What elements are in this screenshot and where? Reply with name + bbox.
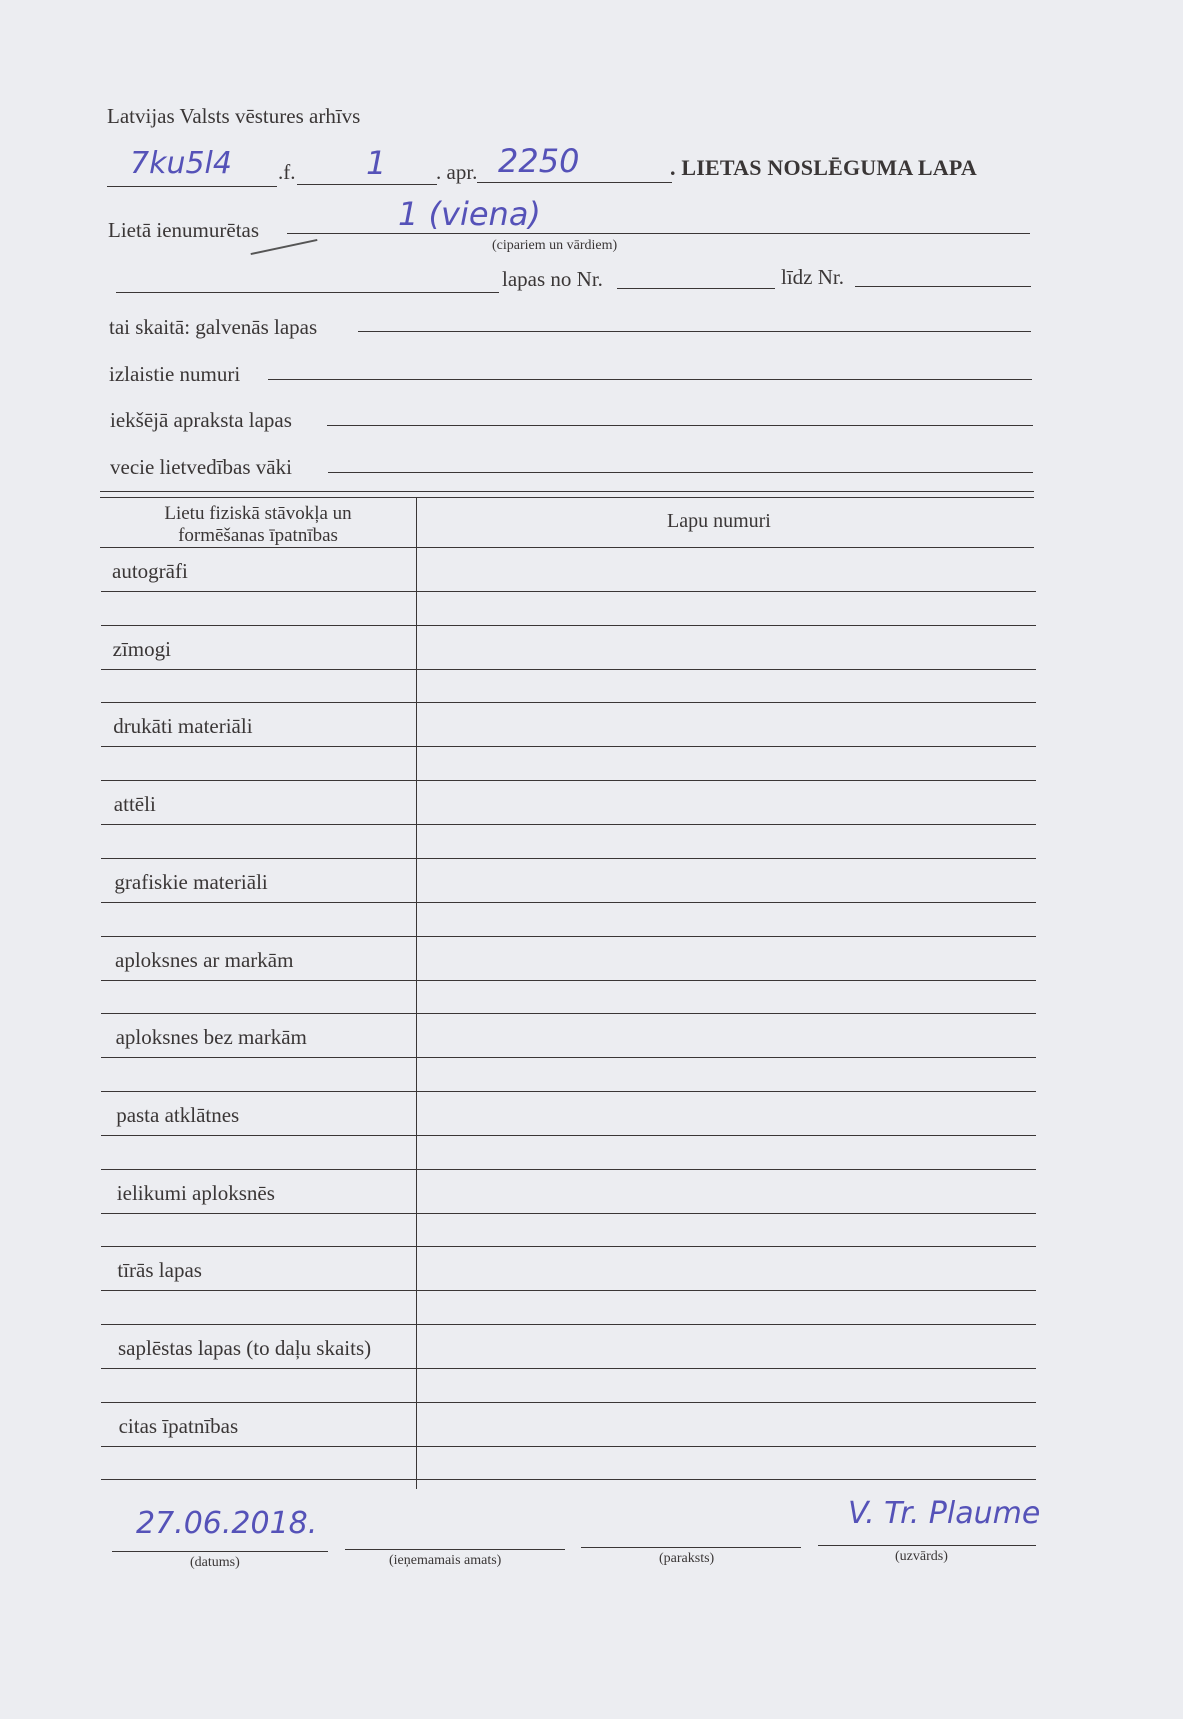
table-row-divider — [101, 1057, 1036, 1058]
signature-label: (paraksts) — [659, 1551, 715, 1566]
apr-handwritten: 2250 — [498, 142, 580, 180]
pen-stroke — [251, 239, 318, 255]
table-header-col2: Lapu numuri — [667, 510, 771, 532]
table-row-label: aploksnes ar markām — [115, 947, 294, 972]
table-header-col1 — [100, 503, 416, 547]
table-row-border — [101, 1013, 1036, 1014]
table-row-divider — [101, 902, 1036, 903]
table-column-divider — [416, 497, 417, 1489]
table-row-border — [101, 1479, 1036, 1480]
table-row-label: drukāti materiāli — [113, 714, 253, 739]
signature-line — [581, 1547, 801, 1548]
f-label: .f. — [278, 160, 296, 184]
date-label: (datums) — [190, 1555, 240, 1570]
numbered-handwritten: 1 (viena) — [398, 195, 541, 233]
table-row-border — [101, 936, 1036, 937]
table-row-divider — [101, 591, 1036, 592]
table-row-label: autogrāfi — [112, 559, 188, 583]
table-row-label: citas īpatnības — [118, 1413, 239, 1438]
table-row-border — [101, 625, 1036, 626]
table-row-border — [101, 1169, 1036, 1170]
fond-handwritten: 7ku5l4 — [130, 146, 232, 181]
position-label: (ieņemamais amats) — [389, 1553, 502, 1568]
numbered-label: Lietā ienumurētas — [108, 218, 260, 242]
numbered-hint: (cipariem un vārdiem) — [492, 238, 618, 253]
name-label: (uzvārds) — [895, 1549, 948, 1564]
apr-line — [477, 182, 672, 183]
table-row-border — [101, 1402, 1036, 1403]
name-handwritten: V. Tr. Plaume — [848, 1496, 1041, 1531]
table-row-label: zīmogi — [112, 636, 171, 661]
field-omitted-numbers-label: izlaistie numuri — [109, 362, 241, 386]
table-row-border — [101, 1246, 1036, 1247]
to-line — [855, 286, 1031, 287]
form-title: . LIETAS NOSLĒGUMA LAPA — [670, 155, 977, 180]
fond-number-handwritten: 1 — [366, 144, 387, 182]
fond-number-line — [297, 184, 437, 185]
to-label: līdz Nr. — [781, 265, 844, 289]
position-line — [345, 1549, 565, 1550]
table-row-border — [101, 702, 1036, 703]
field-old-covers-line — [328, 472, 1033, 473]
table-row-label: ielikumi aploksnēs — [116, 1180, 275, 1205]
date-handwritten: 27.06.2018. — [136, 1506, 318, 1541]
apr-label: . apr. — [436, 160, 478, 184]
table-header-bottom-line — [100, 547, 1034, 548]
table-row-label: aploksnes bez markām — [115, 1025, 307, 1050]
table-row-border — [101, 1091, 1036, 1092]
field-omitted-numbers-line — [268, 379, 1032, 380]
field-old-covers-label: vecie lietvedības vāki — [110, 455, 292, 479]
pages-from-blank-line — [116, 292, 499, 293]
table-header-col1-line2: formēšanas īpatnības — [178, 525, 338, 546]
field-inventory-pages-label: iekšējā apraksta lapas — [110, 408, 292, 432]
name-line — [818, 1545, 1036, 1546]
table-row-label: saplēstas lapas (to daļu skaits) — [118, 1336, 372, 1360]
table-row-divider — [101, 1135, 1036, 1136]
table-row-divider — [101, 746, 1036, 747]
table-row-divider — [101, 1213, 1036, 1214]
table-row-divider — [101, 980, 1036, 981]
table-row-divider — [101, 1290, 1036, 1291]
table-row-label: tīrās lapas — [117, 1258, 202, 1283]
table-row-divider — [101, 1368, 1036, 1369]
pages-from-line — [617, 288, 775, 289]
table-row-divider — [101, 824, 1036, 825]
table-top-border-2 — [100, 497, 1034, 498]
pages-from-label: lapas no Nr. — [502, 267, 603, 291]
table-row-border — [101, 780, 1036, 781]
table-row-border — [101, 1324, 1036, 1325]
date-line — [112, 1551, 328, 1552]
table-row-label: attēli — [113, 792, 156, 817]
numbered-line — [287, 233, 1030, 234]
field-inventory-pages-line — [327, 425, 1033, 426]
table-top-border — [100, 491, 1034, 492]
archive-name: Latvijas Valsts vēstures arhīvs — [107, 104, 361, 128]
field-main-pages-line — [358, 331, 1031, 332]
table-row-divider — [101, 669, 1036, 670]
table-row-label: pasta atklātnes — [116, 1102, 240, 1127]
table-row-label: grafiskie materiāli — [114, 869, 268, 894]
table-row-border — [101, 858, 1036, 859]
field-main-pages-label: tai skaitā: galvenās lapas — [109, 315, 318, 339]
table-header-col1-line1: Lietu fiziskā stāvokļa un — [164, 503, 352, 524]
table-row-divider — [101, 1446, 1036, 1447]
fond-line — [107, 186, 277, 187]
